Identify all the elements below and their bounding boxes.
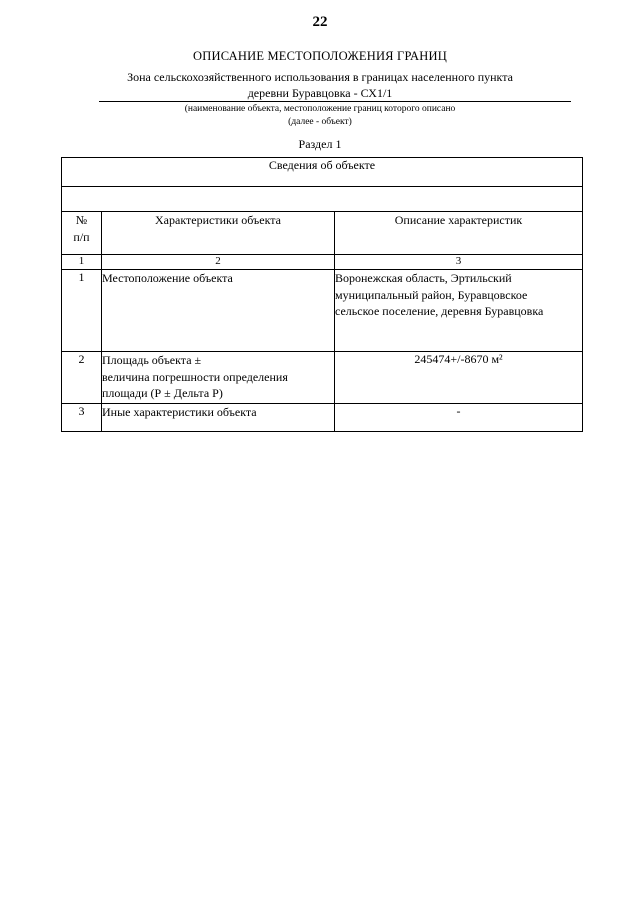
object-name-line-2: деревни Буравцовка - СХ1/1 bbox=[247, 86, 393, 100]
column-header-number-line-2: п/п bbox=[73, 230, 90, 244]
row-description bbox=[335, 270, 583, 352]
characteristic-line: Иные характеристики объекта bbox=[102, 405, 257, 419]
row-number: 1 bbox=[62, 270, 102, 352]
characteristic-line: площади (Р ± Дельта Р) bbox=[102, 386, 223, 400]
table-row bbox=[62, 352, 583, 404]
column-header-characteristic: Характеристики объекта bbox=[102, 212, 335, 255]
row-number: 2 bbox=[62, 352, 102, 404]
object-info-table bbox=[61, 157, 583, 432]
row-characteristic bbox=[102, 270, 335, 352]
row-description bbox=[335, 404, 583, 432]
underline-rule bbox=[99, 101, 571, 102]
characteristic-line: величина погрешности определения bbox=[102, 369, 288, 384]
description-line: - bbox=[456, 404, 461, 418]
table-row bbox=[62, 270, 583, 352]
description-line: сельское поселение, деревня Буравцовка bbox=[335, 304, 544, 318]
column-header-description: Описание характеристик bbox=[335, 212, 583, 255]
row-number: 3 bbox=[62, 404, 102, 432]
characteristic-line: Площадь объекта ± bbox=[102, 353, 202, 367]
object-name bbox=[60, 69, 580, 101]
object-caption bbox=[0, 103, 640, 128]
object-name-line-1: Зона сельскохозяйственного использования в границах населенного пункта bbox=[127, 70, 513, 84]
characteristic-line: Местоположение объекта bbox=[102, 271, 233, 285]
column-header-number bbox=[62, 212, 102, 255]
section-label: Раздел 1 bbox=[298, 137, 342, 151]
table-empty-row bbox=[62, 187, 583, 212]
column-header-number-line-1: № bbox=[75, 213, 88, 227]
description-line: Воронежская область, Эртильский bbox=[335, 271, 512, 285]
area-value: 245474+/-8670 м² bbox=[414, 352, 503, 366]
caption-line-2: (далее - объект) bbox=[288, 116, 352, 127]
description-line: муниципальный район, Буравцовское bbox=[335, 287, 528, 302]
table-title: Сведения об объекте bbox=[62, 158, 583, 187]
page-number: 22 bbox=[312, 14, 328, 30]
row-characteristic bbox=[102, 352, 335, 404]
row-description bbox=[335, 352, 583, 404]
column-number-2: 2 bbox=[102, 255, 335, 270]
caption-line-1: (наименование объекта, местоположение границ которого описано bbox=[184, 104, 456, 114]
column-number-1: 1 bbox=[62, 255, 102, 270]
row-characteristic bbox=[102, 404, 335, 432]
table-row bbox=[62, 404, 583, 432]
document-title: ОПИСАНИЕ МЕСТОПОЛОЖЕНИЯ ГРАНИЦ bbox=[193, 49, 447, 63]
column-number-3: 3 bbox=[335, 255, 583, 270]
